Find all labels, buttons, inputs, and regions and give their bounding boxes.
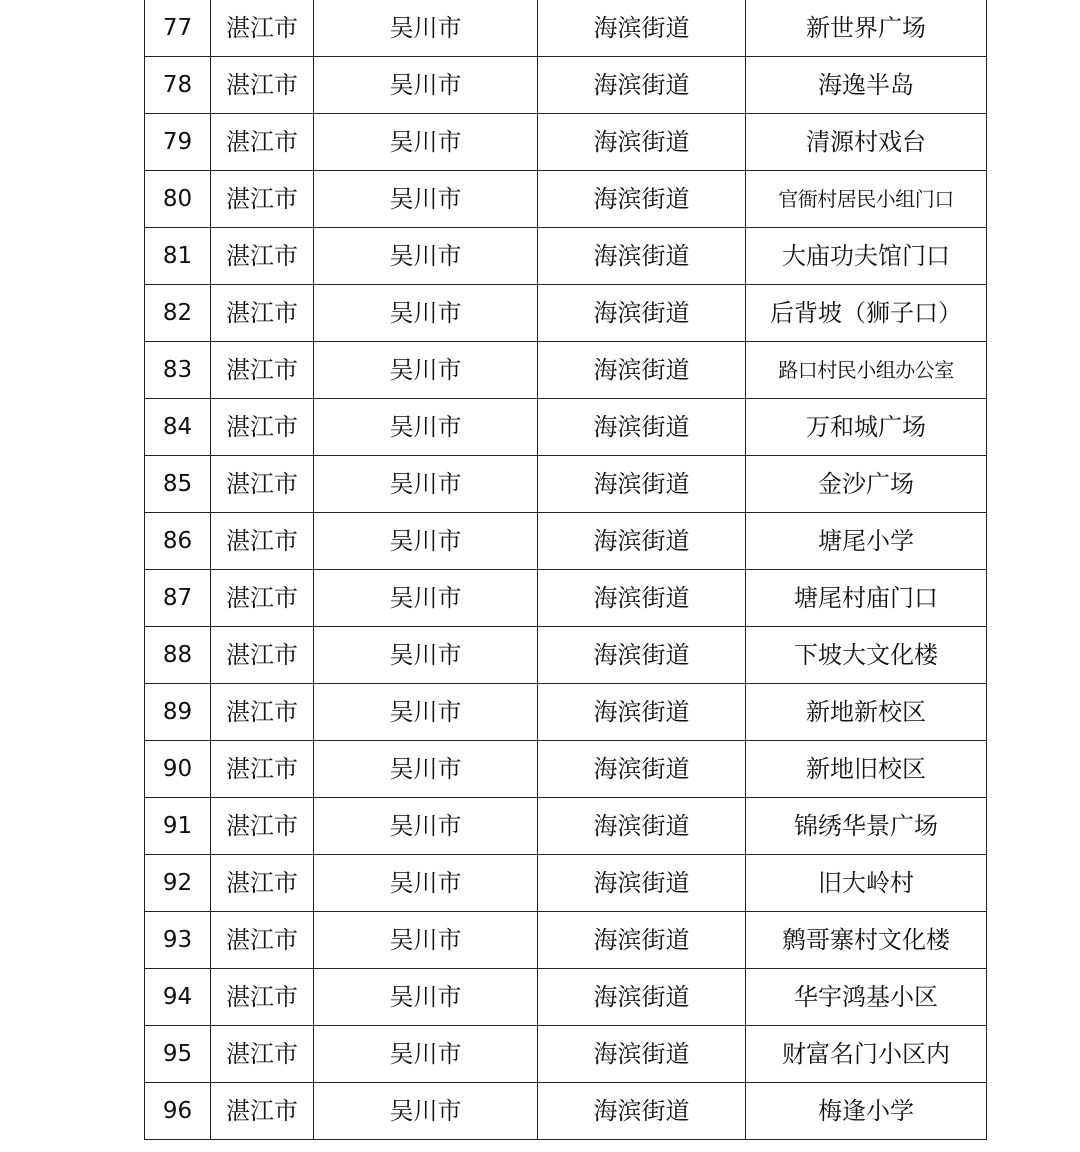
table-row [145, 570, 987, 627]
city-cell: 湛江市 [211, 741, 314, 798]
city-cell: 湛江市 [211, 456, 314, 513]
county-cell: 吴川市 [314, 342, 538, 399]
table-row [145, 0, 987, 57]
city-cell: 湛江市 [211, 627, 314, 684]
row-number: 86 [145, 513, 211, 570]
site-cell: 财富名门小区内 [746, 1026, 987, 1083]
county-cell: 吴川市 [314, 399, 538, 456]
site-cell: 路口村民小组办公室 [746, 342, 987, 399]
row-number: 94 [145, 969, 211, 1026]
table-row [145, 741, 987, 798]
row-number: 77 [145, 0, 211, 57]
city-cell: 湛江市 [211, 171, 314, 228]
site-cell: 新地旧校区 [746, 741, 987, 798]
table-row [145, 114, 987, 171]
street-cell: 海滨街道 [538, 1083, 746, 1140]
site-cell: 新地新校区 [746, 684, 987, 741]
table-row [145, 342, 987, 399]
city-cell: 湛江市 [211, 114, 314, 171]
county-cell: 吴川市 [314, 798, 538, 855]
table-row [145, 969, 987, 1026]
row-number: 95 [145, 1026, 211, 1083]
county-cell: 吴川市 [314, 741, 538, 798]
street-cell: 海滨街道 [538, 171, 746, 228]
table-body [145, 0, 987, 1140]
table-row [145, 855, 987, 912]
street-cell: 海滨街道 [538, 627, 746, 684]
row-number: 93 [145, 912, 211, 969]
table-row [145, 228, 987, 285]
site-cell: 大庙功夫馆门口 [746, 228, 987, 285]
city-cell: 湛江市 [211, 342, 314, 399]
row-number: 90 [145, 741, 211, 798]
table-row [145, 513, 987, 570]
row-number: 87 [145, 570, 211, 627]
county-cell: 吴川市 [314, 171, 538, 228]
row-number: 91 [145, 798, 211, 855]
row-number: 88 [145, 627, 211, 684]
table-row [145, 1083, 987, 1140]
row-number: 79 [145, 114, 211, 171]
site-cell: 华宇鸿基小区 [746, 969, 987, 1026]
county-cell: 吴川市 [314, 1083, 538, 1140]
county-cell: 吴川市 [314, 627, 538, 684]
table-row [145, 399, 987, 456]
street-cell: 海滨街道 [538, 684, 746, 741]
site-cell: 金沙广场 [746, 456, 987, 513]
county-cell: 吴川市 [314, 57, 538, 114]
table-row [145, 285, 987, 342]
street-cell: 海滨街道 [538, 456, 746, 513]
row-number: 78 [145, 57, 211, 114]
site-cell: 梅逢小学 [746, 1083, 987, 1140]
site-cell: 下坡大文化楼 [746, 627, 987, 684]
site-cell: 新世界广场 [746, 0, 987, 57]
table-row [145, 684, 987, 741]
street-cell: 海滨街道 [538, 912, 746, 969]
county-cell: 吴川市 [314, 1026, 538, 1083]
row-number: 83 [145, 342, 211, 399]
city-cell: 湛江市 [211, 1026, 314, 1083]
street-cell: 海滨街道 [538, 855, 746, 912]
row-number: 81 [145, 228, 211, 285]
site-cell: 塘尾村庙门口 [746, 570, 987, 627]
site-cell: 旧大岭村 [746, 855, 987, 912]
city-cell: 湛江市 [211, 912, 314, 969]
street-cell: 海滨街道 [538, 969, 746, 1026]
city-cell: 湛江市 [211, 798, 314, 855]
table-row [145, 798, 987, 855]
street-cell: 海滨街道 [538, 1026, 746, 1083]
row-number: 82 [145, 285, 211, 342]
city-cell: 湛江市 [211, 570, 314, 627]
site-cell: 锦绣华景广场 [746, 798, 987, 855]
county-cell: 吴川市 [314, 912, 538, 969]
county-cell: 吴川市 [314, 285, 538, 342]
street-cell: 海滨街道 [538, 798, 746, 855]
county-cell: 吴川市 [314, 456, 538, 513]
county-cell: 吴川市 [314, 0, 538, 57]
site-cell: 官衙村居民小组门口 [746, 171, 987, 228]
row-number: 80 [145, 171, 211, 228]
street-cell: 海滨街道 [538, 228, 746, 285]
city-cell: 湛江市 [211, 855, 314, 912]
street-cell: 海滨街道 [538, 0, 746, 57]
county-cell: 吴川市 [314, 513, 538, 570]
table-row [145, 627, 987, 684]
table-row [145, 1026, 987, 1083]
table-row [145, 171, 987, 228]
city-cell: 湛江市 [211, 228, 314, 285]
row-number: 89 [145, 684, 211, 741]
city-cell: 湛江市 [211, 0, 314, 57]
street-cell: 海滨街道 [538, 570, 746, 627]
street-cell: 海滨街道 [538, 285, 746, 342]
site-cell: 后背坡（狮子口） [746, 285, 987, 342]
city-cell: 湛江市 [211, 1083, 314, 1140]
table-row [145, 456, 987, 513]
city-cell: 湛江市 [211, 57, 314, 114]
street-cell: 海滨街道 [538, 399, 746, 456]
county-cell: 吴川市 [314, 570, 538, 627]
street-cell: 海滨街道 [538, 114, 746, 171]
table-row [145, 57, 987, 114]
table-row [145, 912, 987, 969]
site-cell: 鹩哥寨村文化楼 [746, 912, 987, 969]
site-list-table [144, 0, 987, 1140]
county-cell: 吴川市 [314, 114, 538, 171]
site-cell: 塘尾小学 [746, 513, 987, 570]
county-cell: 吴川市 [314, 684, 538, 741]
county-cell: 吴川市 [314, 969, 538, 1026]
row-number: 96 [145, 1083, 211, 1140]
row-number: 84 [145, 399, 211, 456]
city-cell: 湛江市 [211, 285, 314, 342]
street-cell: 海滨街道 [538, 342, 746, 399]
site-cell: 海逸半岛 [746, 57, 987, 114]
street-cell: 海滨街道 [538, 513, 746, 570]
city-cell: 湛江市 [211, 513, 314, 570]
city-cell: 湛江市 [211, 399, 314, 456]
city-cell: 湛江市 [211, 684, 314, 741]
county-cell: 吴川市 [314, 855, 538, 912]
street-cell: 海滨街道 [538, 57, 746, 114]
street-cell: 海滨街道 [538, 741, 746, 798]
site-cell: 万和城广场 [746, 399, 987, 456]
row-number: 92 [145, 855, 211, 912]
row-number: 85 [145, 456, 211, 513]
city-cell: 湛江市 [211, 969, 314, 1026]
county-cell: 吴川市 [314, 228, 538, 285]
site-cell: 清源村戏台 [746, 114, 987, 171]
